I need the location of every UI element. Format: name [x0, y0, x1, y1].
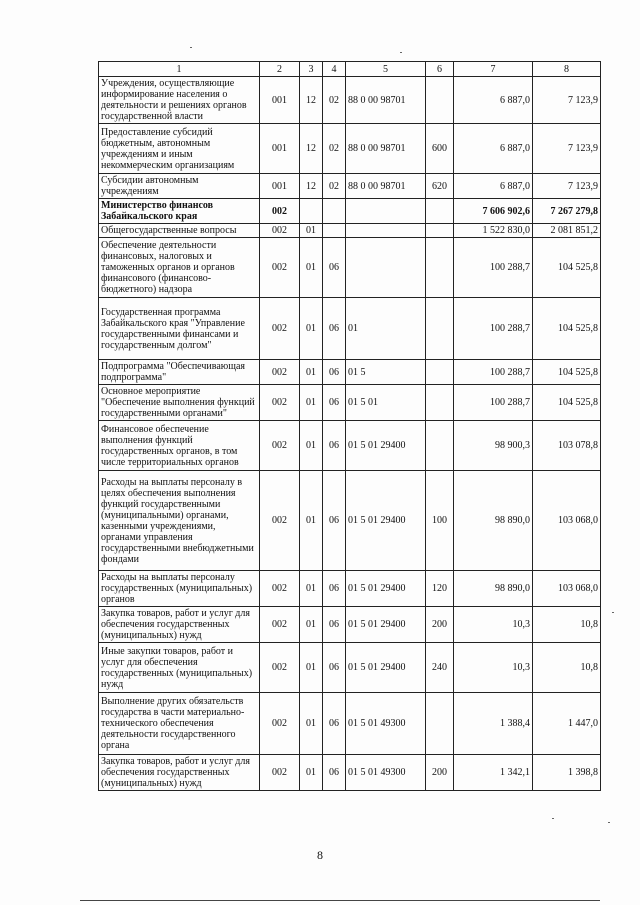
amount-year1-cell: 6 887,0 — [454, 124, 533, 174]
table-row — [99, 607, 601, 643]
table-row — [99, 224, 601, 238]
section-code-cell: 01 — [300, 238, 323, 298]
section-code-cell: 12 — [300, 174, 323, 199]
section-code-cell: 01 — [300, 298, 323, 360]
target-article-cell — [346, 199, 426, 224]
row-name-cell: Общегосударственные вопросы — [99, 224, 260, 238]
amount-year2-cell: 104 525,8 — [533, 298, 601, 360]
target-article-cell: 01 5 01 29400 — [346, 607, 426, 643]
table-row — [99, 174, 601, 199]
expense-type-cell: 600 — [426, 124, 454, 174]
expense-type-cell — [426, 199, 454, 224]
section-code-cell: 01 — [300, 755, 323, 791]
amount-year2-cell: 103 068,0 — [533, 471, 601, 571]
subsection-code-cell: 06 — [323, 607, 346, 643]
section-code-cell — [300, 199, 323, 224]
table-row — [99, 643, 601, 693]
row-name-cell: Учреждения, осуществляющие информирование населения о деятельности и решениях органов государственной власти — [99, 77, 260, 124]
amount-year2-cell: 7 123,9 — [533, 124, 601, 174]
target-article-cell: 01 5 01 — [346, 385, 426, 421]
amount-year2-cell: 1 398,8 — [533, 755, 601, 791]
target-article-cell: 88 0 00 98701 — [346, 77, 426, 124]
subsection-code-cell: 06 — [323, 693, 346, 755]
section-code-cell: 01 — [300, 224, 323, 238]
subsection-code-cell: 06 — [323, 421, 346, 471]
row-name-cell: Закупка товаров, работ и услуг для обеспечения государственных (муниципальных) нужд — [99, 607, 260, 643]
amount-year2-cell: 7 123,9 — [533, 77, 601, 124]
amount-year2-cell: 104 525,8 — [533, 360, 601, 385]
expense-type-cell — [426, 238, 454, 298]
table-row — [99, 421, 601, 471]
target-article-cell: 01 5 01 29400 — [346, 571, 426, 607]
row-name-cell: Расходы на выплаты персоналу в целях обеспечения выполнения функций государственными (муниципальными) органами, казенными учреждениями, органами управления государственными внебюджетными фондами — [99, 471, 260, 571]
section-code-cell: 12 — [300, 77, 323, 124]
amount-year1-cell: 98 890,0 — [454, 571, 533, 607]
table-row — [99, 124, 601, 174]
header-cell: 8 — [533, 62, 601, 77]
header-cell: 2 — [260, 62, 300, 77]
expense-type-cell: 100 — [426, 471, 454, 571]
row-name-cell: Министерство финансов Забайкальского края — [99, 199, 260, 224]
grbs-code-cell: 001 — [260, 124, 300, 174]
section-code-cell: 01 — [300, 360, 323, 385]
amount-year1-cell: 1 342,1 — [454, 755, 533, 791]
expense-type-cell — [426, 298, 454, 360]
page-number: 8 — [317, 848, 323, 862]
subsection-code-cell — [323, 199, 346, 224]
expense-type-cell — [426, 224, 454, 238]
grbs-code-cell: 002 — [260, 755, 300, 791]
target-article-cell: 88 0 00 98701 — [346, 124, 426, 174]
amount-year1-cell: 10,3 — [454, 643, 533, 693]
expense-type-cell: 620 — [426, 174, 454, 199]
row-name-cell: Субсидии автономным учреждениям — [99, 174, 260, 199]
table-row — [99, 755, 601, 791]
bottom-rule — [80, 900, 600, 901]
subsection-code-cell: 06 — [323, 755, 346, 791]
table-row — [99, 199, 601, 224]
target-article-cell: 01 5 — [346, 360, 426, 385]
budget-table — [98, 61, 601, 791]
amount-year1-cell: 98 900,3 — [454, 421, 533, 471]
section-code-cell: 01 — [300, 693, 323, 755]
subsection-code-cell: 02 — [323, 77, 346, 124]
row-name-cell: Предоставление субсидий бюджетным, автономным учреждениям и иным некоммерческим организациям — [99, 124, 260, 174]
grbs-code-cell: 002 — [260, 385, 300, 421]
grbs-code-cell: 001 — [260, 77, 300, 124]
grbs-code-cell: 002 — [260, 471, 300, 571]
expense-type-cell: 200 — [426, 755, 454, 791]
row-name-cell: Закупка товаров, работ и услуг для обеспечения государственных (муниципальных) нужд — [99, 755, 260, 791]
header-cell: 3 — [300, 62, 323, 77]
amount-year2-cell: 103 068,0 — [533, 571, 601, 607]
grbs-code-cell: 002 — [260, 643, 300, 693]
target-article-cell — [346, 224, 426, 238]
header-cell: 7 — [454, 62, 533, 77]
amount-year2-cell: 104 525,8 — [533, 238, 601, 298]
subsection-code-cell — [323, 224, 346, 238]
scan-speck — [612, 612, 614, 613]
row-name-cell: Государственная программа Забайкальского края "Управление государственными финансами и государственным долгом" — [99, 298, 260, 360]
expense-type-cell — [426, 77, 454, 124]
grbs-code-cell: 002 — [260, 607, 300, 643]
row-name-cell: Обеспечение деятельности финансовых, налоговых и таможенных органов и органов финансового (финансово-бюджетного) надзора — [99, 238, 260, 298]
grbs-code-cell: 002 — [260, 693, 300, 755]
header-cell: 4 — [323, 62, 346, 77]
header-cell: 1 — [99, 62, 260, 77]
subsection-code-cell: 06 — [323, 571, 346, 607]
subsection-code-cell: 06 — [323, 643, 346, 693]
scan-speck — [190, 47, 192, 48]
row-name-cell: Расходы на выплаты персоналу государственных (муниципальных) органов — [99, 571, 260, 607]
grbs-code-cell: 002 — [260, 238, 300, 298]
scan-speck — [400, 52, 402, 53]
header-row — [99, 62, 601, 77]
expense-type-cell — [426, 693, 454, 755]
grbs-code-cell: 001 — [260, 174, 300, 199]
amount-year1-cell: 100 288,7 — [454, 360, 533, 385]
table-row — [99, 77, 601, 124]
amount-year2-cell: 103 078,8 — [533, 421, 601, 471]
amount-year2-cell: 10,8 — [533, 643, 601, 693]
amount-year2-cell: 7 267 279,8 — [533, 199, 601, 224]
target-article-cell: 01 5 01 29400 — [346, 471, 426, 571]
row-name-cell: Основное мероприятие "Обеспечение выполнения функций государственными органами" — [99, 385, 260, 421]
target-article-cell: 01 5 01 49300 — [346, 693, 426, 755]
subsection-code-cell: 06 — [323, 238, 346, 298]
amount-year1-cell: 1 522 830,0 — [454, 224, 533, 238]
amount-year2-cell: 104 525,8 — [533, 385, 601, 421]
grbs-code-cell: 002 — [260, 360, 300, 385]
table-row — [99, 298, 601, 360]
amount-year2-cell: 2 081 851,2 — [533, 224, 601, 238]
table-row — [99, 238, 601, 298]
scan-speck — [552, 818, 554, 819]
amount-year1-cell: 1 388,4 — [454, 693, 533, 755]
row-name-cell: Подпрограмма "Обеспечивающая подпрограмма" — [99, 360, 260, 385]
table-body — [99, 77, 601, 791]
expense-type-cell: 240 — [426, 643, 454, 693]
amount-year1-cell: 10,3 — [454, 607, 533, 643]
subsection-code-cell: 06 — [323, 385, 346, 421]
subsection-code-cell: 06 — [323, 360, 346, 385]
amount-year1-cell: 100 288,7 — [454, 385, 533, 421]
target-article-cell: 01 5 01 29400 — [346, 643, 426, 693]
grbs-code-cell: 002 — [260, 571, 300, 607]
table-row — [99, 385, 601, 421]
target-article-cell: 88 0 00 98701 — [346, 174, 426, 199]
subsection-code-cell: 02 — [323, 174, 346, 199]
amount-year2-cell: 7 123,9 — [533, 174, 601, 199]
table-row — [99, 471, 601, 571]
grbs-code-cell: 002 — [260, 224, 300, 238]
target-article-cell: 01 — [346, 298, 426, 360]
subsection-code-cell: 06 — [323, 471, 346, 571]
row-name-cell: Выполнение других обязательств государства в части материально-технического обеспечения деятельности государственного органа — [99, 693, 260, 755]
amount-year2-cell: 1 447,0 — [533, 693, 601, 755]
expense-type-cell: 200 — [426, 607, 454, 643]
section-code-cell: 01 — [300, 607, 323, 643]
row-name-cell: Финансовое обеспечение выполнения функций государственных органов, в том числе территориальных органов — [99, 421, 260, 471]
expense-type-cell — [426, 385, 454, 421]
section-code-cell: 01 — [300, 571, 323, 607]
amount-year1-cell: 100 288,7 — [454, 238, 533, 298]
amount-year2-cell: 10,8 — [533, 607, 601, 643]
header-cell: 5 — [346, 62, 426, 77]
scan-speck — [608, 822, 610, 823]
subsection-code-cell: 06 — [323, 298, 346, 360]
table-row — [99, 571, 601, 607]
table-row — [99, 360, 601, 385]
amount-year1-cell: 7 606 902,6 — [454, 199, 533, 224]
section-code-cell: 12 — [300, 124, 323, 174]
grbs-code-cell: 002 — [260, 199, 300, 224]
expense-type-cell: 120 — [426, 571, 454, 607]
section-code-cell: 01 — [300, 643, 323, 693]
amount-year1-cell: 6 887,0 — [454, 77, 533, 124]
grbs-code-cell: 002 — [260, 421, 300, 471]
section-code-cell: 01 — [300, 385, 323, 421]
section-code-cell: 01 — [300, 421, 323, 471]
target-article-cell: 01 5 01 29400 — [346, 421, 426, 471]
table-row — [99, 693, 601, 755]
amount-year1-cell: 100 288,7 — [454, 298, 533, 360]
section-code-cell: 01 — [300, 471, 323, 571]
target-article-cell — [346, 238, 426, 298]
header-cell: 6 — [426, 62, 454, 77]
amount-year1-cell: 6 887,0 — [454, 174, 533, 199]
expense-type-cell — [426, 421, 454, 471]
row-name-cell: Иные закупки товаров, работ и услуг для обеспечения государственных (муниципальных) нужд — [99, 643, 260, 693]
subsection-code-cell: 02 — [323, 124, 346, 174]
expense-type-cell — [426, 360, 454, 385]
grbs-code-cell: 002 — [260, 298, 300, 360]
target-article-cell: 01 5 01 49300 — [346, 755, 426, 791]
amount-year1-cell: 98 890,0 — [454, 471, 533, 571]
